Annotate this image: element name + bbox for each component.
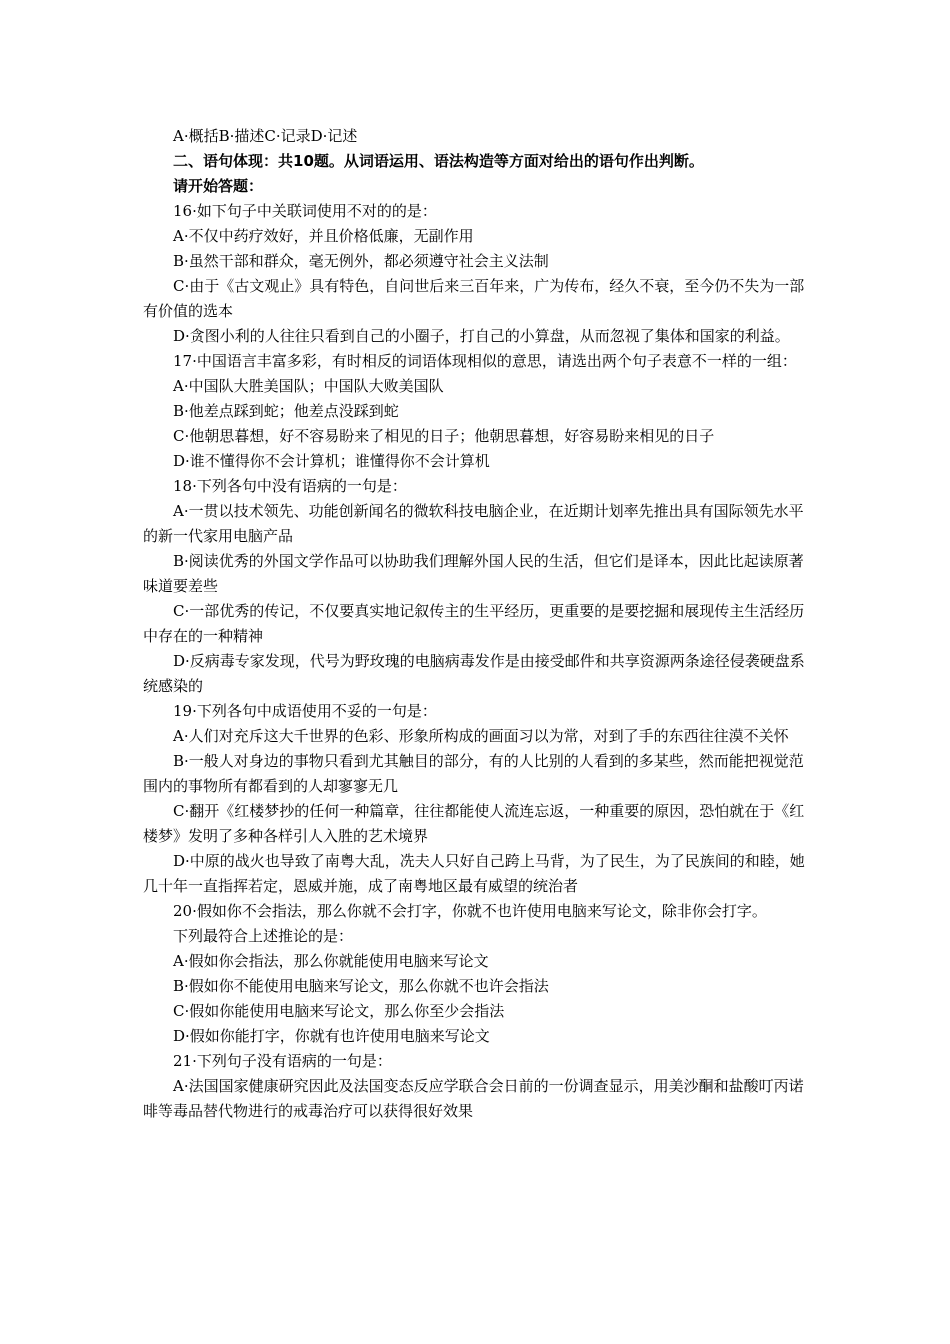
- question-21: 21·下列句子没有语病的一句是：: [173, 1052, 392, 1070]
- option-18-a: A·一贯以技术领先、功能创新闻名的微软科技电脑企业，在近期计划率先推出具有国际领先水平的新一代家用电脑产品: [143, 502, 804, 545]
- section-heading: 二、语句体现：共10题。从词语运用、语法构造等方面对给出的语句作出判断。: [173, 152, 704, 170]
- option-18-d: D·反病毒专家发现，代号为野玫瑰的电脑病毒发作是由接受邮件和共享资源两条途径侵袭硬盘系统感染的: [143, 652, 805, 695]
- option-16-b: B·虽然干部和群众，毫无例外，都必须遵守社会主义法制: [173, 252, 549, 270]
- option-16-d: D·贪图小利的人往往只看到自己的小圈子，打自己的小算盘，从而忽视了集体和国家的利益。: [173, 327, 790, 345]
- option-19-a: A·人们对充斥这大千世界的色彩、形象所构成的画面习以为常，对到了手的东西往往漠不关怀: [173, 727, 789, 745]
- option-17-a: A·中国队大胜美国队；中国队大败美国队: [173, 377, 444, 395]
- option-20-c: C·假如你能使用电脑来写论文，那么你至少会指法: [173, 1002, 505, 1020]
- answer-options-line: A·概括B·描述C·记录D·记述: [173, 127, 358, 145]
- question-20: 20·假如你不会指法，那么你就不会打字，你就不也许使用电脑来写论文，除非你会打字。: [173, 902, 767, 920]
- option-19-c: C·翻开《红楼梦抄的任何一种篇章，往往都能使人流连忘返，一种重要的原因，恐怕就在于《红楼梦》发明了多种各样引人入胜的艺术境界: [143, 802, 805, 845]
- option-21-a: A·法国国家健康研究因此及法国变态反应学联合会日前的一份调查显示，用美沙酮和盐酸叮丙诺啡等毒品替代物进行的戒毒治疗可以获得很好效果: [143, 1077, 804, 1120]
- option-17-c: C·他朝思暮想，好不容易盼来了相见的日子；他朝思暮想，好容易盼来相见的日子: [173, 427, 715, 445]
- option-20-d: D·假如你能打字，你就有也许使用电脑来写论文: [173, 1027, 490, 1045]
- option-16-a: A·不仅中药疗效好，并且价格低廉，无副作用: [173, 227, 474, 245]
- option-18-c: C·一部优秀的传记，不仅要真实地记叙传主的生平经历，更重要的是要挖掘和展现传主生活经历中存在的一种精神: [143, 602, 805, 645]
- question-18: 18·下列各句中没有语病的一句是：: [173, 477, 407, 495]
- document-page: [143, 124, 807, 1124]
- option-17-d: D·谁不懂得你不会计算机；谁懂得你不会计算机: [173, 452, 490, 470]
- option-19-b: B·一般人对身边的事物只看到尤其触目的部分，有的人比别的人看到的多某些，然而能把视觉范围内的事物所有都看到的人却寥寥无几: [143, 752, 804, 795]
- option-18-b: B·阅读优秀的外国文学作品可以协助我们理解外国人民的生活，但它们是译本，因此比起读原著味道要差些: [143, 552, 804, 595]
- question-19: 19·下列各句中成语使用不妥的一句是：: [173, 702, 437, 720]
- question-17: 17·中国语言丰富多彩，有时相反的词语体现相似的意思，请选出两个句子表意不一样的一组：: [173, 352, 797, 370]
- option-20-b: B·假如你不能使用电脑来写论文，那么你就不也许会指法: [173, 977, 549, 995]
- option-19-d: D·中原的战火也导致了南粤大乱，冼夫人只好自己跨上马背，为了民生，为了民族间的和睦，她几十年一直指挥若定，恩威并施，成了南粤地区最有威望的统治者: [143, 852, 805, 895]
- option-20-a: A·假如你会指法，那么你就能使用电脑来写论文: [173, 952, 489, 970]
- option-16-c: C·由于《古文观止》具有特色，自问世后来三百年来，广为传布，经久不衰，至今仍不失为一部有价值的选本: [143, 277, 805, 320]
- start-instruction: 请开始答题：: [173, 177, 264, 195]
- question-16: 16·如下句子中关联词使用不对的的是：: [173, 202, 437, 220]
- option-17-b: B·他差点踩到蛇；他差点没踩到蛇: [173, 402, 399, 420]
- question-20-prompt: 下列最符合上述推论的是：: [173, 927, 354, 945]
